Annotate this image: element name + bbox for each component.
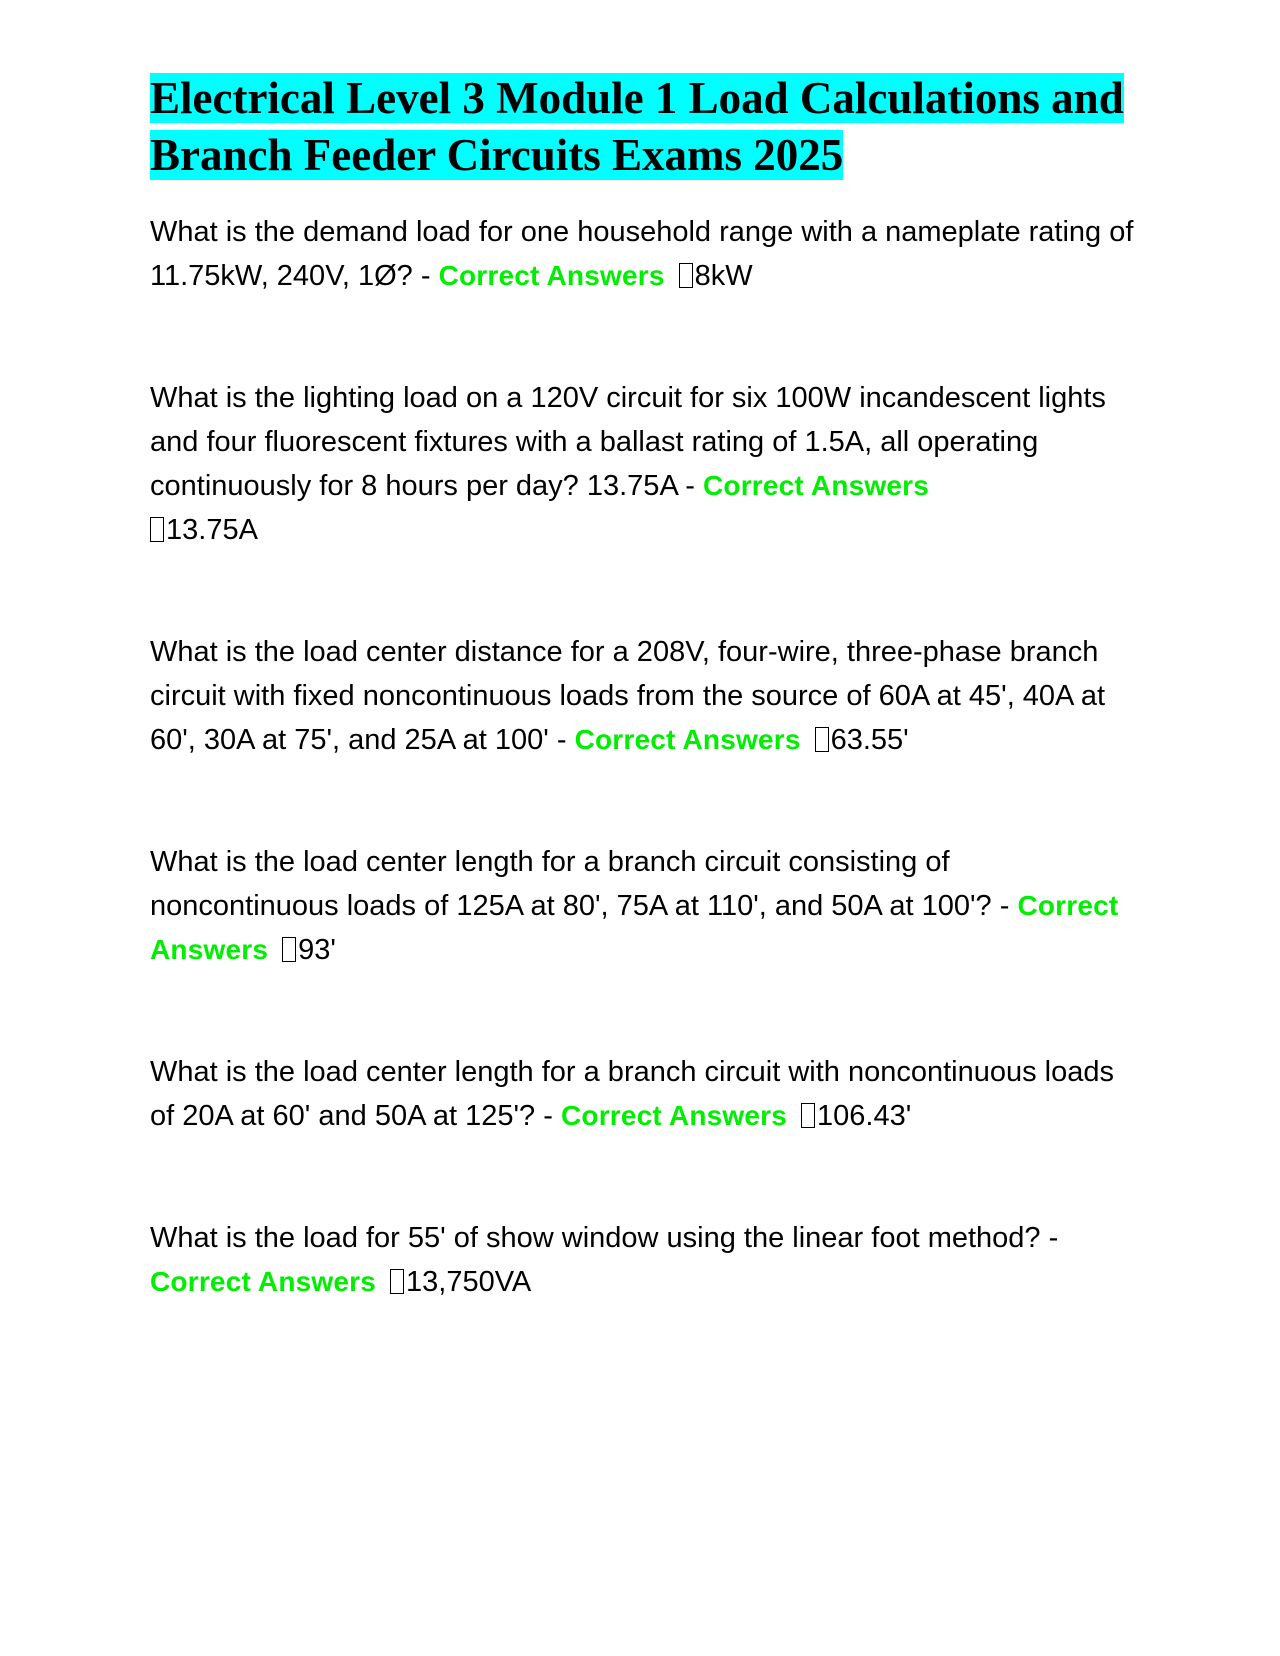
title-highlight: Electrical Level 3 Module 1 Load Calculations and Branch Feeder Circuits Exams 2025 bbox=[150, 73, 1124, 180]
correct-answers-label: Correct Answers bbox=[438, 260, 665, 291]
missing-glyph-box-icon bbox=[390, 1269, 404, 1294]
question-text: What is the load center length for a branch circuit with noncontinuous loads of 20A at 60' and 50A at 125'? - bbox=[150, 1056, 1114, 1132]
correct-answers-label: Correct Answers bbox=[560, 1100, 788, 1131]
correct-answers-label: Correct Answers bbox=[150, 890, 1119, 965]
answer-text: 63.55' bbox=[830, 724, 909, 756]
answer-text: 106.43' bbox=[817, 1100, 912, 1132]
qa-item bbox=[150, 210, 1140, 298]
question-text: What is the load center length for a branch circuit consisting of noncontinuous loads of 125A at 80', 75A at 110', and 50A at 100'? - bbox=[150, 846, 1018, 922]
correct-answers-label: Correct Answers bbox=[702, 470, 930, 501]
answer-text: 13.75A bbox=[166, 514, 258, 546]
correct-answers-label: Correct Answers bbox=[150, 1266, 377, 1297]
answer-text: 8kW bbox=[694, 260, 753, 292]
missing-glyph-box-icon bbox=[679, 263, 693, 288]
correct-answers-label: Correct Answers bbox=[574, 724, 801, 755]
missing-glyph-box-icon bbox=[150, 517, 164, 542]
qa-item bbox=[150, 1216, 1140, 1304]
qa-item bbox=[150, 1050, 1140, 1138]
document-title bbox=[150, 70, 1140, 184]
document-page bbox=[150, 70, 1140, 1304]
question-text: What is the load center distance for a 208V, four-wire, three-phase branch circuit with fixed noncontinuous loads from the source of 60A at 45', 40A at 60', 30A at 75', and 25A at 100' - bbox=[150, 636, 1106, 756]
question-text: What is the load for 55' of show window using the linear foot method? - bbox=[150, 1222, 1059, 1254]
qa-item bbox=[150, 840, 1140, 972]
missing-glyph-box-icon bbox=[801, 1103, 815, 1128]
missing-glyph-box-icon bbox=[282, 937, 296, 962]
question-text: What is the lighting load on a 120V circuit for six 100W incandescent lights and four fluorescent fixtures with a ballast rating of 1.5A, all operating continuously for 8 hours per day? 13.75A - bbox=[150, 382, 1106, 502]
qa-item bbox=[150, 630, 1140, 762]
answer-text: 93' bbox=[298, 934, 336, 966]
answer-text: 13,750VA bbox=[406, 1266, 532, 1298]
missing-glyph-box-icon bbox=[815, 727, 829, 752]
question-text: What is the demand load for one household range with a nameplate rating of 11.75kW, 240V, 1Ø? - bbox=[150, 216, 1134, 292]
qa-item bbox=[150, 376, 1140, 552]
